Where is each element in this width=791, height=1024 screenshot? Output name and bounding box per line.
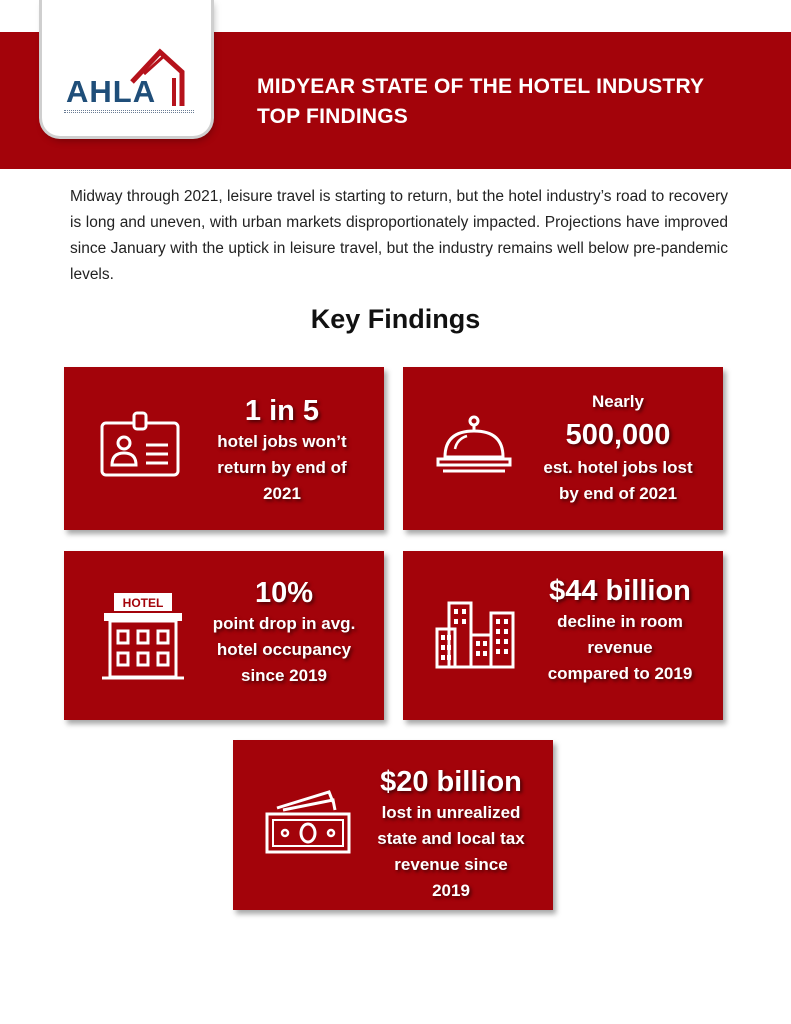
finding-headline: 500,000 [565, 419, 671, 451]
finding-headline: $20 billion [380, 766, 522, 798]
finding-line: hotel jobs won’t [217, 432, 347, 451]
finding-line: decline in room [557, 612, 683, 631]
finding-line: by end of 2021 [558, 484, 678, 503]
finding-card-occupancy-drop [64, 551, 384, 720]
service-bell-icon [435, 415, 513, 475]
finding-text [361, 764, 541, 904]
page-title [257, 72, 757, 132]
finding-line: 2019 [432, 881, 470, 900]
logo-tagline [64, 110, 194, 113]
city-buildings-icon [433, 599, 517, 671]
finding-line: revenue [587, 638, 653, 657]
ahla-logo-text: AHLA [66, 74, 157, 109]
finding-line: point drop in avg. [212, 614, 356, 633]
finding-text [523, 389, 713, 507]
finding-line: 2021 [263, 484, 301, 503]
finding-prefix: Nearly [592, 392, 644, 411]
id-badge-icon [100, 411, 180, 479]
finding-text [523, 573, 717, 687]
finding-line: return by end of [217, 458, 347, 477]
logo-roof-icon [130, 44, 190, 108]
key-findings-heading: Key Findings [310, 304, 481, 334]
finding-line: compared to 2019 [547, 664, 693, 683]
finding-card-room-revenue [403, 551, 723, 720]
hotel-sign-label: HOTEL [122, 596, 164, 610]
intro-paragraph: Midway through 2021, leisure travel is starting to return, but the hotel industry’s road to recovery is long and uneven, with urban markets disproportionately impacted. Projections have improved since January with the uptick in leisure travel, but the industry remains well below pre-pandemic levels. [70, 188, 728, 283]
finding-line: lost in unrealized [381, 803, 521, 822]
finding-headline: $44 billion [549, 575, 691, 607]
finding-card-jobs-lost [403, 367, 723, 530]
finding-line: est. hotel jobs lost [543, 458, 693, 477]
logo-tab [42, 0, 211, 136]
finding-headline: 10% [254, 577, 314, 609]
finding-text [196, 575, 372, 689]
finding-line: state and local tax [377, 829, 525, 848]
finding-headline: 1 in 5 [244, 395, 320, 427]
title-line-2: TOP FINDINGS [257, 105, 408, 128]
finding-card-tax-revenue [233, 740, 553, 910]
finding-line: revenue since [394, 855, 508, 874]
finding-line: hotel occupancy [216, 640, 352, 659]
finding-line: since 2019 [240, 666, 327, 685]
hotel-building-icon [100, 591, 186, 681]
money-bills-icon [263, 790, 353, 856]
title-line-1: MIDYEAR STATE OF THE HOTEL INDUSTRY [257, 75, 705, 98]
finding-text [196, 393, 368, 507]
finding-card-jobs-not-returning [64, 367, 384, 530]
